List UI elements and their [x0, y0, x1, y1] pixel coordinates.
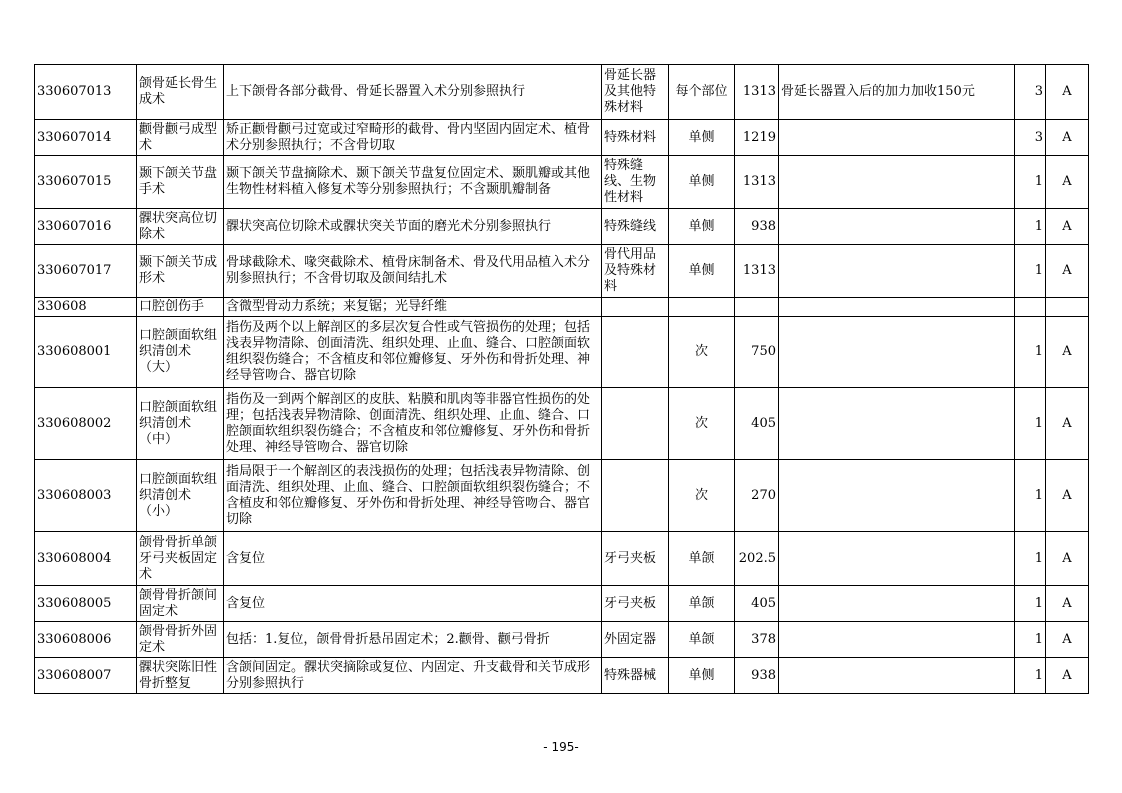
table-row [35, 388, 1089, 460]
item-material: 牙弓夹板 [602, 586, 669, 622]
item-price: 1313 [735, 245, 779, 298]
item-material: 特殊器械 [602, 658, 669, 694]
item-material: 特殊缝线 [602, 209, 669, 245]
item-material [602, 317, 669, 388]
item-grade: 1 [1015, 622, 1046, 658]
item-code: 330608005 [35, 586, 137, 622]
item-unit: 单颌 [669, 622, 735, 658]
item-unit: 单侧 [669, 156, 735, 209]
item-unit: 单侧 [669, 209, 735, 245]
item-grade [1015, 298, 1046, 317]
item-name: 髁状突陈旧性骨折整复 [137, 658, 224, 694]
item-note [779, 658, 1015, 694]
item-code: 330608004 [35, 532, 137, 586]
item-note [779, 622, 1015, 658]
item-unit: 单侧 [669, 658, 735, 694]
item-grade: 3 [1015, 120, 1046, 156]
item-note [779, 388, 1015, 460]
item-grade: 1 [1015, 209, 1046, 245]
item-price: 202.5 [735, 532, 779, 586]
item-material [602, 388, 669, 460]
item-material: 骨代用品及特殊材料 [602, 245, 669, 298]
table-row [35, 209, 1089, 245]
fee-table [34, 64, 1089, 694]
table-row [35, 622, 1089, 658]
table-row [35, 460, 1089, 532]
item-material: 特殊材料 [602, 120, 669, 156]
item-class: A [1046, 622, 1089, 658]
item-code: 330607017 [35, 245, 137, 298]
item-note [779, 317, 1015, 388]
table-row [35, 120, 1089, 156]
item-name: 颌骨骨折颌间固定术 [137, 586, 224, 622]
fee-table-body [35, 65, 1089, 694]
item-name: 颌骨骨折单颌牙弓夹板固定术 [137, 532, 224, 586]
item-description: 指伤及一到两个解剖区的皮肤、粘膜和肌肉等非器官性损伤的处理；包括浅表异物清除、创面清洗、组织处理、止血、缝合、口腔颌面软组织裂伤缝合；不含植皮和邻位瓣修复、牙外伤和骨折处理、神经导管吻合、器官切除 [224, 388, 602, 460]
item-material [602, 298, 669, 317]
item-class: A [1046, 532, 1089, 586]
item-price: 405 [735, 586, 779, 622]
item-name: 口腔创伤手 [137, 298, 224, 317]
item-class: A [1046, 209, 1089, 245]
item-description: 含颌间固定。髁状突摘除或复位、内固定、升支截骨和关节成形分别参照执行 [224, 658, 602, 694]
item-name: 颞下颌关节盘手术 [137, 156, 224, 209]
item-description: 髁状突高位切除术或髁状突关节面的磨光术分别参照执行 [224, 209, 602, 245]
item-note [779, 298, 1015, 317]
item-unit: 单颌 [669, 586, 735, 622]
item-name: 颌骨骨折外固定术 [137, 622, 224, 658]
table-row [35, 658, 1089, 694]
item-class: A [1046, 120, 1089, 156]
item-grade: 1 [1015, 388, 1046, 460]
item-material: 特殊缝线、生物性材料 [602, 156, 669, 209]
item-description: 含复位 [224, 532, 602, 586]
item-code: 330608 [35, 298, 137, 317]
item-name: 口腔颌面软组织清创术（大） [137, 317, 224, 388]
item-price: 938 [735, 658, 779, 694]
item-unit: 单侧 [669, 245, 735, 298]
item-note [779, 460, 1015, 532]
item-price: 1219 [735, 120, 779, 156]
table-row [35, 65, 1089, 120]
item-unit: 次 [669, 317, 735, 388]
item-code: 330607014 [35, 120, 137, 156]
item-code: 330608001 [35, 317, 137, 388]
item-grade: 1 [1015, 658, 1046, 694]
item-material: 骨延长器及其他特殊材料 [602, 65, 669, 120]
table-row [35, 317, 1089, 388]
table-row [35, 156, 1089, 209]
item-code: 330608002 [35, 388, 137, 460]
item-name: 颌骨延长骨生成术 [137, 65, 224, 120]
item-grade: 1 [1015, 156, 1046, 209]
item-class: A [1046, 658, 1089, 694]
item-price [735, 298, 779, 317]
item-code: 330608003 [35, 460, 137, 532]
item-description: 颞下颌关节盘摘除术、颞下颌关节盘复位固定术、颞肌瓣或其他生物性材料植入修复术等分别参照执行；不含颞肌瓣制备 [224, 156, 602, 209]
item-description: 含复位 [224, 586, 602, 622]
item-note [779, 532, 1015, 586]
item-material: 外固定器 [602, 622, 669, 658]
item-price: 378 [735, 622, 779, 658]
item-unit: 单侧 [669, 120, 735, 156]
item-grade: 1 [1015, 532, 1046, 586]
item-class: A [1046, 65, 1089, 120]
item-grade: 1 [1015, 586, 1046, 622]
item-unit: 次 [669, 388, 735, 460]
item-description: 骨球截除术、喙突截除术、植骨床制备术、骨及代用品植入术分别参照执行；不含骨切取及颌间结扎术 [224, 245, 602, 298]
item-grade: 1 [1015, 460, 1046, 532]
item-price: 750 [735, 317, 779, 388]
item-class: A [1046, 317, 1089, 388]
item-price: 1313 [735, 65, 779, 120]
item-note [779, 120, 1015, 156]
item-description: 指伤及两个以上解剖区的多层次复合性或气管损伤的处理；包括浅表异物清除、创面清洗、组织处理、止血、缝合、口腔颌面软组织裂伤缝合；不含植皮和邻位瓣修复、牙外伤和骨折处理、神经导管吻合、器官切除 [224, 317, 602, 388]
item-class: A [1046, 586, 1089, 622]
item-grade: 1 [1015, 245, 1046, 298]
item-code: 330607015 [35, 156, 137, 209]
item-note [779, 245, 1015, 298]
item-price: 938 [735, 209, 779, 245]
item-class: A [1046, 245, 1089, 298]
item-material [602, 460, 669, 532]
item-class: A [1046, 460, 1089, 532]
item-grade: 1 [1015, 317, 1046, 388]
page-number: - 195- [543, 740, 579, 754]
table-row [35, 586, 1089, 622]
item-description: 指局限于一个解剖区的表浅损伤的处理；包括浅表异物清除、创面清洗、组织处理、止血、缝合、口腔颌面软组织裂伤缝合；不含植皮和邻位瓣修复、牙外伤和骨折处理、神经导管吻合、器官切除 [224, 460, 602, 532]
item-code: 330607016 [35, 209, 137, 245]
item-unit: 每个部位 [669, 65, 735, 120]
item-unit: 次 [669, 460, 735, 532]
item-note [779, 156, 1015, 209]
item-description: 包括：1.复位，颌骨骨折悬吊固定术；2.颧骨、颧弓骨折 [224, 622, 602, 658]
item-unit: 单颌 [669, 532, 735, 586]
item-name: 颞下颌关节成形术 [137, 245, 224, 298]
item-grade: 3 [1015, 65, 1046, 120]
item-code: 330607013 [35, 65, 137, 120]
table-row [35, 245, 1089, 298]
item-class: A [1046, 156, 1089, 209]
item-name: 口腔颌面软组织清创术（中） [137, 388, 224, 460]
item-note [779, 209, 1015, 245]
item-description: 含微型骨动力系统；来复锯；光导纤维 [224, 298, 602, 317]
item-class: A [1046, 388, 1089, 460]
item-unit [669, 298, 735, 317]
item-description: 上下颌骨各部分截骨、骨延长器置入术分别参照执行 [224, 65, 602, 120]
item-class [1046, 298, 1089, 317]
item-material: 牙弓夹板 [602, 532, 669, 586]
table-row [35, 532, 1089, 586]
item-code: 330608007 [35, 658, 137, 694]
item-price: 270 [735, 460, 779, 532]
item-description: 矫正颧骨颧弓过宽或过窄畸形的截骨、骨内坚固内固定术、植骨术分别参照执行；不含骨切取 [224, 120, 602, 156]
item-note: 骨延长器置入后的加力加收150元 [779, 65, 1015, 120]
table-row [35, 298, 1089, 317]
item-code: 330608006 [35, 622, 137, 658]
item-name: 口腔颌面软组织清创术（小） [137, 460, 224, 532]
item-name: 颧骨颧弓成型术 [137, 120, 224, 156]
item-price: 405 [735, 388, 779, 460]
item-note [779, 586, 1015, 622]
item-name: 髁状突高位切除术 [137, 209, 224, 245]
item-price: 1313 [735, 156, 779, 209]
